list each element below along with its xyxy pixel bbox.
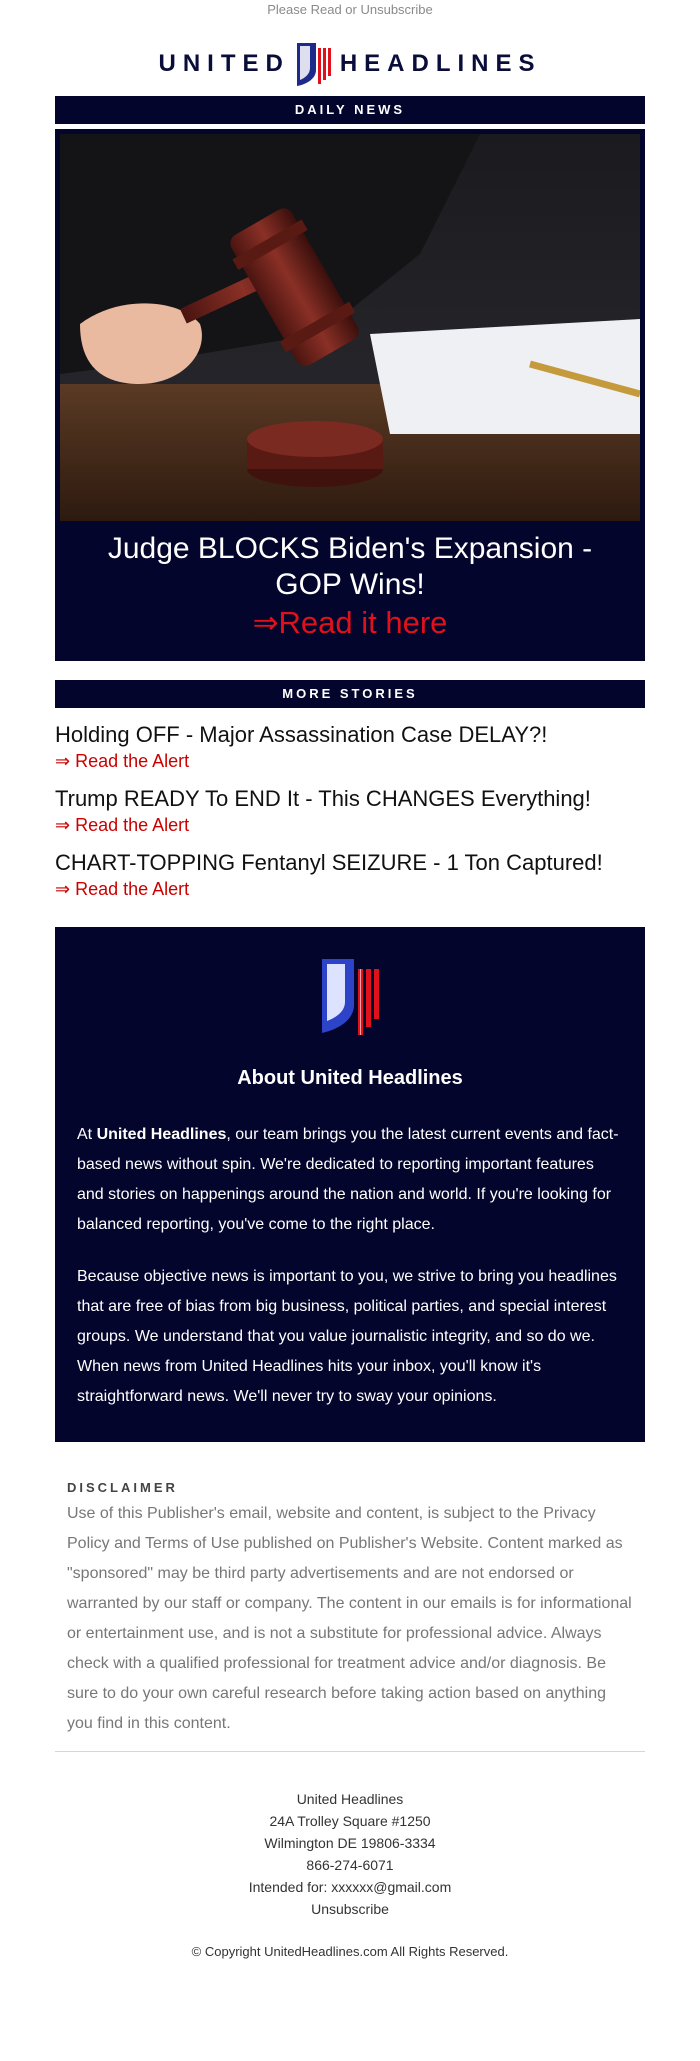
preheader-link[interactable]: Please Read or Unsubscribe bbox=[267, 2, 433, 17]
logo-word-right: HEADLINES bbox=[339, 50, 542, 77]
about-section bbox=[55, 927, 645, 1442]
story-item bbox=[55, 784, 645, 836]
stories-list bbox=[55, 720, 645, 900]
footer-phone: 866-274-6071 bbox=[306, 1857, 394, 1873]
story-item bbox=[55, 848, 645, 900]
about-title: About United Headlines bbox=[237, 1067, 463, 1089]
hero-headline[interactable]: Judge BLOCKS Biden's Expansion - GOP Wins! bbox=[107, 532, 593, 601]
section-header-daily-news: DAILY NEWS bbox=[55, 96, 645, 124]
story-read-link[interactable]: ⇒ Read the Alert bbox=[55, 815, 190, 835]
brand-logo[interactable] bbox=[0, 34, 700, 94]
shield-logo-icon bbox=[294, 40, 334, 88]
judge-gavel-photo[interactable] bbox=[60, 134, 640, 521]
story-title[interactable]: Holding OFF - Major Assassination Case DELAY?! bbox=[55, 722, 548, 747]
story-title[interactable]: Trump READY To END It - This CHANGES Everything! bbox=[55, 786, 591, 811]
disclaimer bbox=[55, 1480, 645, 1739]
about-paragraph-2: Because objective news is important to you, we strive to bring you headlines that are free of bias from big business, political parties, and special interest groups. We understand that you value journalistic integrity, and so do we. When news from United Headlines hits your inbox, you'll know it's straightforward news. We'll never try to sway your opinions. bbox=[77, 1268, 617, 1405]
footer-address-2: Wilmington DE 19806-3334 bbox=[264, 1835, 436, 1851]
about-paragraph-1: At United Headlines, our team brings you the latest current events and fact-based news without spin. We're dedicated to reporting important features and stories on happenings around the nation and world. If you're looking for balanced reporting, you've come to the right place. bbox=[77, 1126, 619, 1233]
copyright: © Copyright UnitedHeadlines.com All Rights Reserved. bbox=[191, 1944, 509, 1959]
preheader bbox=[0, 0, 700, 22]
shield-logo-icon bbox=[318, 955, 382, 1039]
section-header-more-stories: MORE STORIES bbox=[55, 680, 645, 708]
hero-card[interactable] bbox=[55, 129, 645, 661]
disclaimer-heading: DISCLAIMER bbox=[67, 1480, 178, 1495]
story-read-link[interactable]: ⇒ Read the Alert bbox=[55, 879, 190, 899]
footer bbox=[55, 1788, 645, 1920]
divider bbox=[55, 1751, 645, 1752]
logo-word-left: UNITED bbox=[158, 50, 290, 77]
disclaimer-body: Use of this Publisher's email, website and content, is subject to the Privacy Policy and Terms of Use published on Publisher's Website. Content marked as "sponsored" may be third party advertisements and are not endorsed or warranted by our staff or company. The content in our emails is for informational or entertainment use, and is not a substitute for professional advice. Always check with a qualified professional for treatment advice and/or diagnosis. Be sure to do your own careful research before taking action based on anything you find in this content. bbox=[67, 1505, 632, 1732]
about-brand-name: United Headlines bbox=[96, 1126, 227, 1143]
unsubscribe-link[interactable]: Unsubscribe bbox=[311, 1901, 389, 1917]
footer-address-1: 24A Trolley Square #1250 bbox=[269, 1813, 431, 1829]
story-item bbox=[55, 720, 645, 772]
footer-intended-for: Intended for: xxxxxx@gmail.com bbox=[248, 1879, 452, 1895]
story-title[interactable]: CHART-TOPPING Fentanyl SEIZURE - 1 Ton Captured! bbox=[55, 850, 603, 875]
footer-company: United Headlines bbox=[296, 1791, 404, 1807]
story-read-link[interactable]: ⇒ Read the Alert bbox=[55, 751, 190, 771]
hero-read-link[interactable]: ⇒Read it here bbox=[252, 605, 448, 640]
